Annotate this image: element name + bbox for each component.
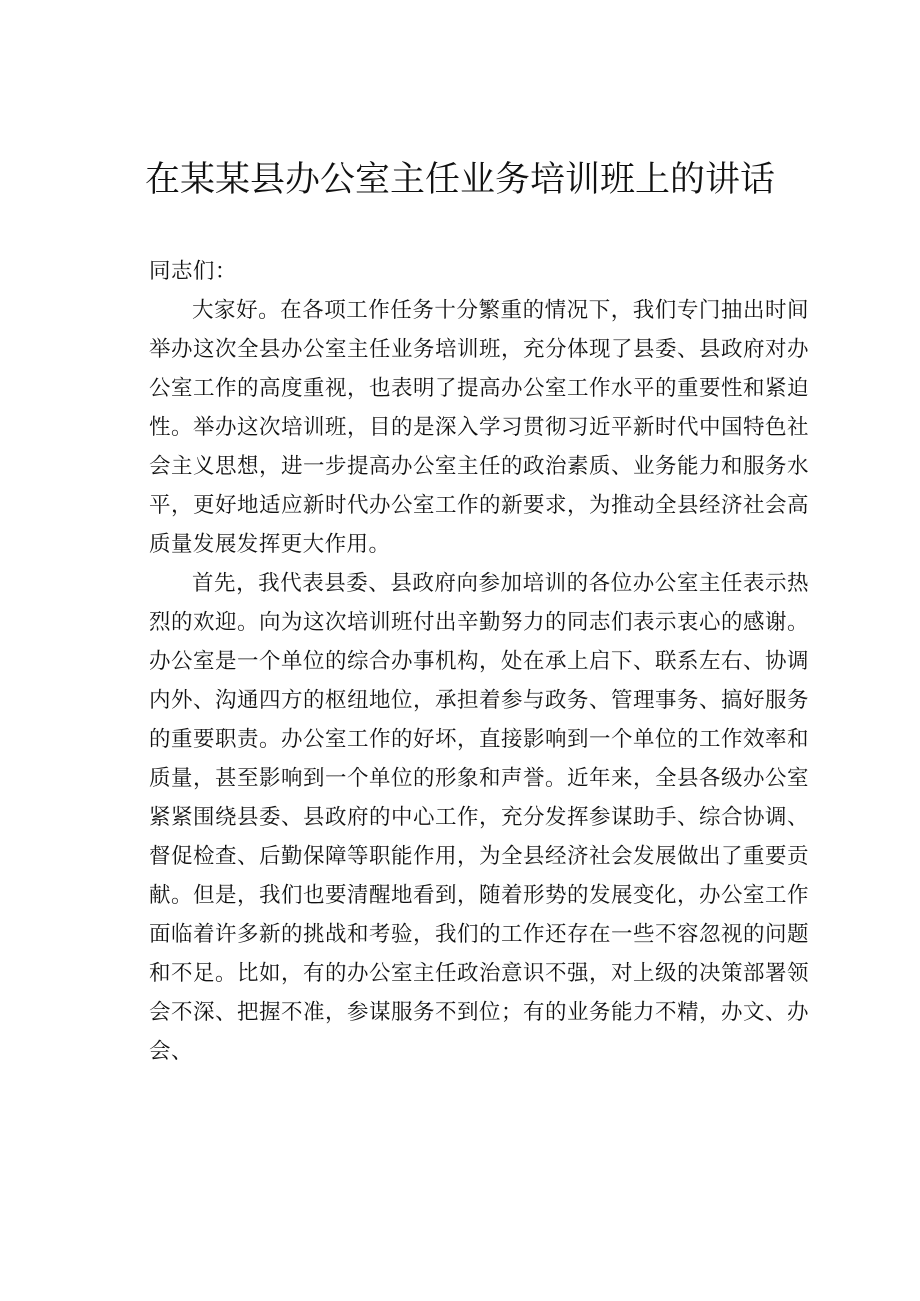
paragraph-1: 大家好。在各项工作任务十分繁重的情况下，我们专门抽出时间举办这次全县办公室主任业务培训班，充分体现了县委、县政府对办公室工作的高度重视，也表明了提高办公室工作水平的重要性和紧迫性。举办这次培训班，目的是深入学习贯彻习近平新时代中国特色社会主义思想，进一步提高办公室主任的政治素质、业务能力和服务水平，更好地适应新时代办公室工作的新要求，为推动全县经济社会高质量发展发挥更大作用。 xyxy=(149,298,809,557)
salutation: 同志们： xyxy=(149,259,237,284)
document-body xyxy=(149,252,809,1071)
document-title: 在某某县办公室主任业务培训班上的讲话 xyxy=(144,160,775,200)
paragraph-2: 首先，我代表县委、县政府向参加培训的各位办公室主任表示热烈的欢迎。向为这次培训班付出辛勤努力的同志们表示衷心的感谢。办公室是一个单位的综合办事机构，处在承上启下、联系左右、协调内外、沟通四方的枢纽地位，承担着参与政务、管理事务、搞好服务的重要职责。办公室工作的好坏，直接影响到一个单位的工作效率和质量，甚至影响到一个单位的形象和声誉。近年来，全县各级办公室紧紧围绕县委、县政府的中心工作，充分发挥参谋助手、综合协调、督促检查、后勤保障等职能作用，为全县经济社会发展做出了重要贡献。但是，我们也要清醒地看到，随着形势的发展变化，办公室工作面临着许多新的挑战和考验，我们的工作还存在一些不容忽视的问题和不足。比如，有的办公室主任政治意识不强，对上级的决策部署领会不深、把握不准，参谋服务不到位；有的业务能力不精，办文、办会、 xyxy=(149,571,809,1064)
